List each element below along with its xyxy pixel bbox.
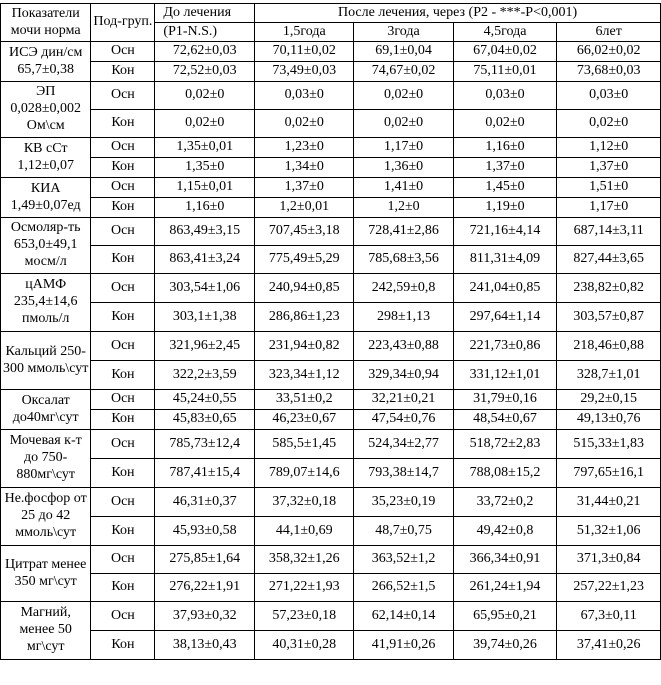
group-cell: Осн: [91, 390, 155, 410]
after-value-cell: 0,02±0: [354, 82, 453, 110]
after-value-cell: 585,5±1,45: [255, 430, 354, 459]
after-value-cell: 62,14±0,14: [354, 602, 453, 631]
after-value-cell: 48,7±0,75: [354, 517, 453, 546]
table-row: [1, 82, 661, 110]
after-value-cell: 35,23±0,19: [354, 488, 453, 517]
after-value-cell: 32,21±0,21: [354, 390, 453, 410]
indicator-cell: Осмоляр-ть 653,0±49,1 мосм/л: [1, 218, 91, 274]
after-value-cell: 827,44±3,65: [557, 246, 661, 274]
before-value-cell: 276,22±1,91: [155, 574, 255, 602]
header-period: 3года: [354, 23, 453, 42]
after-value-cell: 1,19±0: [453, 198, 557, 218]
indicator-cell: Цитрат менее 350 мг\сут: [1, 546, 91, 602]
after-value-cell: 39,74±0,26: [453, 631, 557, 660]
before-value-cell: 303,54±1,06: [155, 274, 255, 303]
after-value-cell: 303,57±0,87: [557, 303, 661, 332]
after-value-cell: 1,37±0: [557, 158, 661, 178]
before-value-cell: 1,35±0,01: [155, 138, 255, 158]
before-value-cell: 863,49±3,15: [155, 218, 255, 246]
before-value-cell: 0,02±0: [155, 82, 255, 110]
after-value-cell: 221,73±0,86: [453, 332, 557, 361]
header-group: Под-груп.: [91, 4, 155, 42]
after-value-cell: 1,12±0: [557, 138, 661, 158]
before-value-cell: 72,62±0,03: [155, 42, 255, 62]
before-value-cell: 785,73±12,4: [155, 430, 255, 459]
after-value-cell: 788,08±15,2: [453, 459, 557, 488]
before-value-cell: 303,1±1,38: [155, 303, 255, 332]
after-value-cell: 65,95±0,21: [453, 602, 557, 631]
header-after: После лечения, через (P2 - ***-P<0,001): [255, 4, 661, 23]
table-row: [1, 158, 661, 178]
after-value-cell: 1,17±0: [354, 138, 453, 158]
group-cell: Кон: [91, 459, 155, 488]
after-value-cell: 721,16±4,14: [453, 218, 557, 246]
after-value-cell: 0,02±0: [557, 110, 661, 138]
after-value-cell: 73,68±0,03: [557, 62, 661, 82]
table-row: [1, 246, 661, 274]
after-value-cell: 257,22±1,23: [557, 574, 661, 602]
urine-indicators-table: [0, 3, 661, 660]
before-value-cell: 1,16±0: [155, 198, 255, 218]
indicator-cell: КИА 1,49±0,07ед: [1, 178, 91, 218]
after-value-cell: 242,59±0,8: [354, 274, 453, 303]
after-value-cell: 1,36±0: [354, 158, 453, 178]
table-row: [1, 42, 661, 62]
header-period: 4,5года: [453, 23, 557, 42]
indicator-cell: Мочевая к-т до 750-880мг\сут: [1, 430, 91, 488]
after-value-cell: 48,54±0,67: [453, 410, 557, 430]
after-value-cell: 793,38±14,7: [354, 459, 453, 488]
after-value-cell: 31,44±0,21: [557, 488, 661, 517]
group-cell: Осн: [91, 488, 155, 517]
after-value-cell: 524,34±2,77: [354, 430, 453, 459]
group-cell: Осн: [91, 218, 155, 246]
before-value-cell: 321,96±2,45: [155, 332, 255, 361]
after-value-cell: 29,2±0,15: [557, 390, 661, 410]
table-row: [1, 390, 661, 410]
before-value-cell: 38,13±0,43: [155, 631, 255, 660]
before-value-cell: 46,31±0,37: [155, 488, 255, 517]
after-value-cell: 231,94±0,82: [255, 332, 354, 361]
after-value-cell: 67,3±0,11: [557, 602, 661, 631]
indicator-cell: цАМФ 235,4±14,6 пмоль/л: [1, 274, 91, 332]
after-value-cell: 261,24±1,94: [453, 574, 557, 602]
group-cell: Осн: [91, 42, 155, 62]
after-value-cell: 73,49±0,03: [255, 62, 354, 82]
before-value-cell: 45,24±0,55: [155, 390, 255, 410]
after-value-cell: 241,04±0,85: [453, 274, 557, 303]
after-value-cell: 1,45±0: [453, 178, 557, 198]
after-value-cell: 271,22±1,93: [255, 574, 354, 602]
before-value-cell: 0,02±0: [155, 110, 255, 138]
after-value-cell: 31,79±0,16: [453, 390, 557, 410]
before-value-cell: 45,83±0,65: [155, 410, 255, 430]
table-row: [1, 410, 661, 430]
after-value-cell: 323,34±1,12: [255, 361, 354, 390]
after-value-cell: 1,23±0: [255, 138, 354, 158]
after-value-cell: 728,41±2,86: [354, 218, 453, 246]
group-cell: Кон: [91, 361, 155, 390]
after-value-cell: 75,11±0,01: [453, 62, 557, 82]
after-value-cell: 33,72±0,2: [453, 488, 557, 517]
after-value-cell: 0,03±0: [255, 82, 354, 110]
table-row: [1, 110, 661, 138]
before-value-cell: 72,52±0,03: [155, 62, 255, 82]
after-value-cell: 329,34±0,94: [354, 361, 453, 390]
after-value-cell: 40,31±0,28: [255, 631, 354, 660]
after-value-cell: 707,45±3,18: [255, 218, 354, 246]
after-value-cell: 1,51±0: [557, 178, 661, 198]
after-value-cell: 1,37±0: [453, 158, 557, 178]
after-value-cell: 49,13±0,76: [557, 410, 661, 430]
indicator-cell: Не.фосфор от 25 до 42 ммоль\сут: [1, 488, 91, 546]
indicator-cell: КВ сСт 1,12±0,07: [1, 138, 91, 178]
after-value-cell: 363,52±1,2: [354, 546, 453, 574]
after-value-cell: 67,04±0,02: [453, 42, 557, 62]
after-value-cell: 687,14±3,11: [557, 218, 661, 246]
group-cell: Осн: [91, 430, 155, 459]
after-value-cell: 811,31±4,09: [453, 246, 557, 274]
after-value-cell: 223,43±0,88: [354, 332, 453, 361]
after-value-cell: 1,2±0,01: [255, 198, 354, 218]
table-row: [1, 488, 661, 517]
table-row: [1, 459, 661, 488]
after-value-cell: 33,51±0,2: [255, 390, 354, 410]
group-cell: Осн: [91, 274, 155, 303]
group-cell: Кон: [91, 410, 155, 430]
after-value-cell: 0,03±0: [557, 82, 661, 110]
after-value-cell: 0,02±0: [453, 110, 557, 138]
table-row: [1, 430, 661, 459]
header-before: До лечения: [155, 4, 255, 23]
after-value-cell: 240,94±0,85: [255, 274, 354, 303]
table-row: [1, 361, 661, 390]
after-value-cell: 1,2±0: [354, 198, 453, 218]
indicator-cell: Магний, менее 50 мг\сут: [1, 602, 91, 660]
table-row: [1, 274, 661, 303]
after-value-cell: 74,67±0,02: [354, 62, 453, 82]
after-value-cell: 1,37±0: [255, 178, 354, 198]
table-row: [1, 138, 661, 158]
before-value-cell: 1,15±0,01: [155, 178, 255, 198]
indicator-cell: ИСЭ дин/см 65,7±0,38: [1, 42, 91, 82]
before-value-cell: 45,93±0,58: [155, 517, 255, 546]
after-value-cell: 298±1,13: [354, 303, 453, 332]
after-value-cell: 37,41±0,26: [557, 631, 661, 660]
before-value-cell: 863,41±3,24: [155, 246, 255, 274]
table-row: [1, 332, 661, 361]
after-value-cell: 218,46±0,88: [557, 332, 661, 361]
after-value-cell: 371,3±0,84: [557, 546, 661, 574]
group-cell: Кон: [91, 574, 155, 602]
after-value-cell: 51,32±1,06: [557, 517, 661, 546]
after-value-cell: 66,02±0,02: [557, 42, 661, 62]
indicator-cell: Оксалат до40мг\сут: [1, 390, 91, 430]
header-before-sub: (P1-N.S.): [155, 23, 255, 42]
after-value-cell: 37,32±0,18: [255, 488, 354, 517]
group-cell: Осн: [91, 82, 155, 110]
after-value-cell: 331,12±1,01: [453, 361, 557, 390]
after-value-cell: 1,17±0: [557, 198, 661, 218]
group-cell: Осн: [91, 602, 155, 631]
group-cell: Кон: [91, 631, 155, 660]
after-value-cell: 797,65±16,1: [557, 459, 661, 488]
after-value-cell: 515,33±1,83: [557, 430, 661, 459]
group-cell: Осн: [91, 138, 155, 158]
table-row: [1, 574, 661, 602]
after-value-cell: 44,1±0,69: [255, 517, 354, 546]
after-value-cell: 775,49±5,29: [255, 246, 354, 274]
after-value-cell: 238,82±0,82: [557, 274, 661, 303]
group-cell: Кон: [91, 62, 155, 82]
after-value-cell: 1,34±0: [255, 158, 354, 178]
after-value-cell: 46,23±0,67: [255, 410, 354, 430]
after-value-cell: 266,52±1,5: [354, 574, 453, 602]
group-cell: Кон: [91, 517, 155, 546]
group-cell: Кон: [91, 198, 155, 218]
after-value-cell: 286,86±1,23: [255, 303, 354, 332]
after-value-cell: 41,91±0,26: [354, 631, 453, 660]
before-value-cell: 1,35±0: [155, 158, 255, 178]
header-period: 6лет: [557, 23, 661, 42]
after-value-cell: 328,7±1,01: [557, 361, 661, 390]
group-cell: Кон: [91, 303, 155, 332]
table-row: [1, 178, 661, 198]
group-cell: Кон: [91, 110, 155, 138]
after-value-cell: 57,23±0,18: [255, 602, 354, 631]
header-indicators: Показатели мочи норма: [1, 4, 91, 42]
group-cell: Кон: [91, 246, 155, 274]
after-value-cell: 785,68±3,56: [354, 246, 453, 274]
indicator-cell: Кальций 250-300 ммоль\сут: [1, 332, 91, 390]
table-row: [1, 218, 661, 246]
group-cell: Осн: [91, 546, 155, 574]
table-row: [1, 631, 661, 660]
after-value-cell: 1,41±0: [354, 178, 453, 198]
group-cell: Осн: [91, 178, 155, 198]
table-row: [1, 602, 661, 631]
after-value-cell: 69,1±0,04: [354, 42, 453, 62]
after-value-cell: 1,16±0: [453, 138, 557, 158]
table-row: [1, 303, 661, 332]
after-value-cell: 0,03±0: [453, 82, 557, 110]
header-period: 1,5года: [255, 23, 354, 42]
after-value-cell: 366,34±0,91: [453, 546, 557, 574]
after-value-cell: 518,72±2,83: [453, 430, 557, 459]
after-value-cell: 49,42±0,8: [453, 517, 557, 546]
table-row: [1, 546, 661, 574]
after-value-cell: 0,02±0: [354, 110, 453, 138]
after-value-cell: 358,32±1,26: [255, 546, 354, 574]
group-cell: Осн: [91, 332, 155, 361]
table-row: [1, 198, 661, 218]
before-value-cell: 275,85±1,64: [155, 546, 255, 574]
before-value-cell: 787,41±15,4: [155, 459, 255, 488]
before-value-cell: 37,93±0,32: [155, 602, 255, 631]
table-row: [1, 62, 661, 82]
after-value-cell: 47,54±0,76: [354, 410, 453, 430]
table-row: [1, 517, 661, 546]
before-value-cell: 322,2±3,59: [155, 361, 255, 390]
group-cell: Кон: [91, 158, 155, 178]
indicator-cell: ЭП 0,028±0,002 Ом\см: [1, 82, 91, 138]
after-value-cell: 789,07±14,6: [255, 459, 354, 488]
after-value-cell: 297,64±1,14: [453, 303, 557, 332]
after-value-cell: 0,02±0: [255, 110, 354, 138]
after-value-cell: 70,11±0,02: [255, 42, 354, 62]
